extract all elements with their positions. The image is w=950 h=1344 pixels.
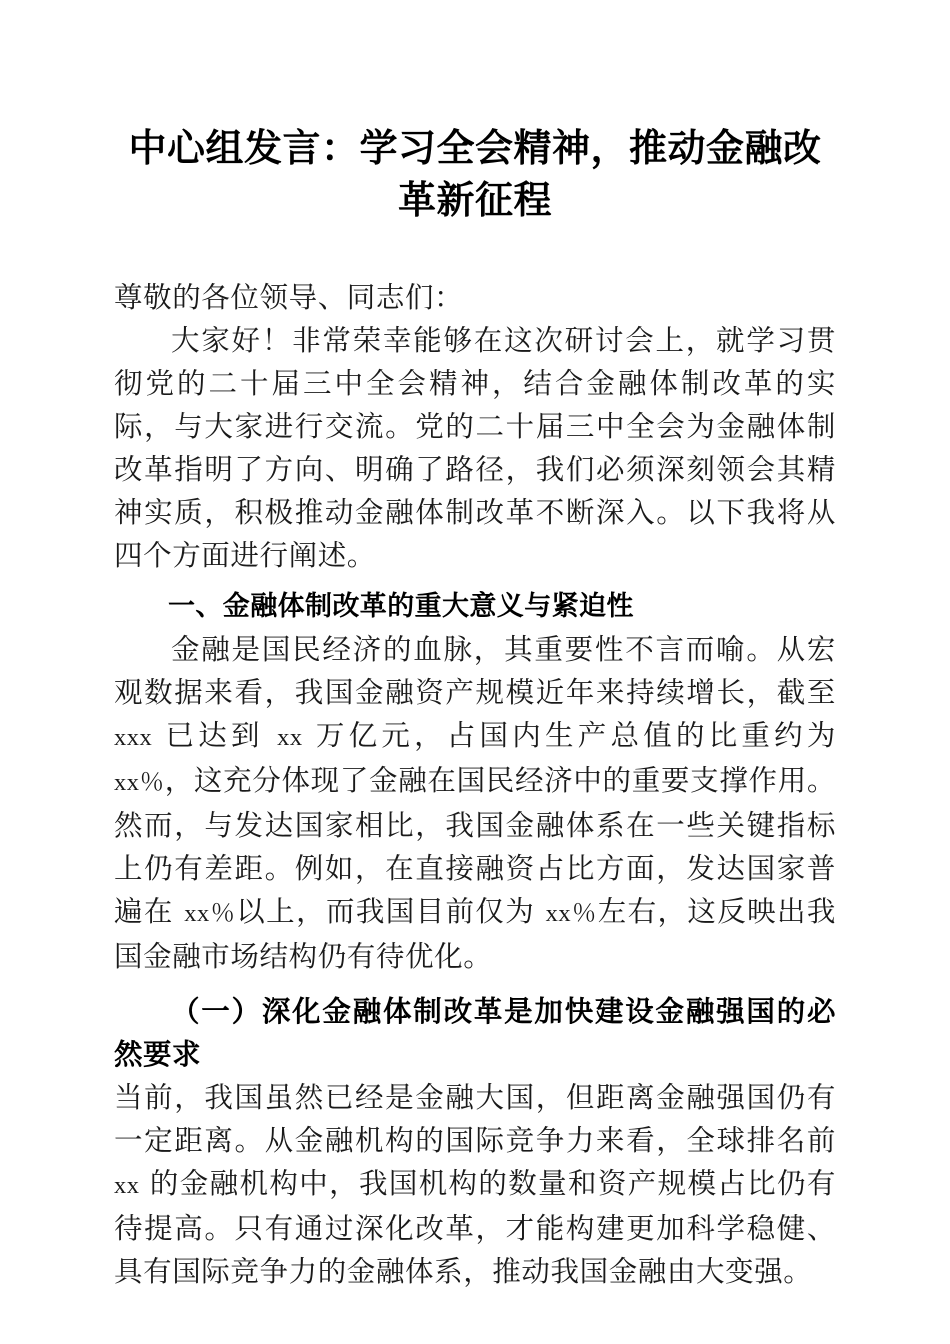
page-title [114,0,836,227]
para-1-run-d: ，这充分体现了金融在国民经济中的重要支撑作用。然而，与发达国家相比，我国金融体系在一些关键指标上仍有差距。例如，在直接融资占比方面，发达国家普遍在 [114,764,836,928]
section-2-paragraph [114,1076,836,1293]
placeholder-xx-percent-3: xx％ [545,900,598,927]
para-2-run-b: 的金融机构中，我国机构的数量和资产规模占比仍有待提高。只有通过深化改革，才能构建更加科学稳健、具有国际竞争力的金融体系，推动我国金融由大变强。 [114,1167,836,1288]
placeholder-xx-percent-1: xx％ [114,769,165,796]
para-2-run-a: 当前，我国虽然已经是金融大国，但距离金融强国仍有一定距离。从金融机构的国际竞争力来看，全球排名前 [114,1081,836,1157]
salutation-paragraph: 尊敬的各位领导、同志们： [114,281,464,314]
placeholder-xxx: xxx [114,724,153,751]
placeholder-xx-percent-2: xx％ [184,900,237,927]
section-heading-2: （一）深化金融体制改革是加快建设金融强国的必然要求 [114,994,836,1071]
para-1-run-f: 左右，这反映出我国金融市场结构仍有待优化。 [114,895,836,973]
placeholder-xx-2: xx [114,1172,140,1199]
page-title-line-1: 中心组发言：学习全会精神，推动金融改革新 [128,128,822,222]
section-heading-1: 一、金融体制改革的重大意义与紧迫性 [168,591,634,621]
para-1-run-c: 万亿元，占国内生产总值的比重约为 [302,719,837,752]
placeholder-xx-1: xx [277,724,303,751]
para-1-run-a: 金融是国民经济的血脉，其重要性不言而喻。从宏观数据来看，我国金融资产规模近年来持续增长，截至 [114,633,836,709]
page-title-line-2: 征程 [475,180,553,222]
opening-paragraph: 大家好！非常荣幸能够在这次研讨会上，就学习贯彻党的二十届三中全会精神，结合金融体制改革的实际，与大家进行交流。党的二十届三中全会为金融体制改革指明了方向、明确了路径，我们必须深刻领会其精神实质，积极推动金融体制改革不断深入。以下我将从四个方面进行阐述。 [114,324,836,572]
document-content [114,0,836,1293]
section-1-paragraph [114,628,836,978]
para-1-run-e: 以上，而我国目前仅为 [236,895,546,928]
para-1-run-b: 已达到 [152,719,278,752]
